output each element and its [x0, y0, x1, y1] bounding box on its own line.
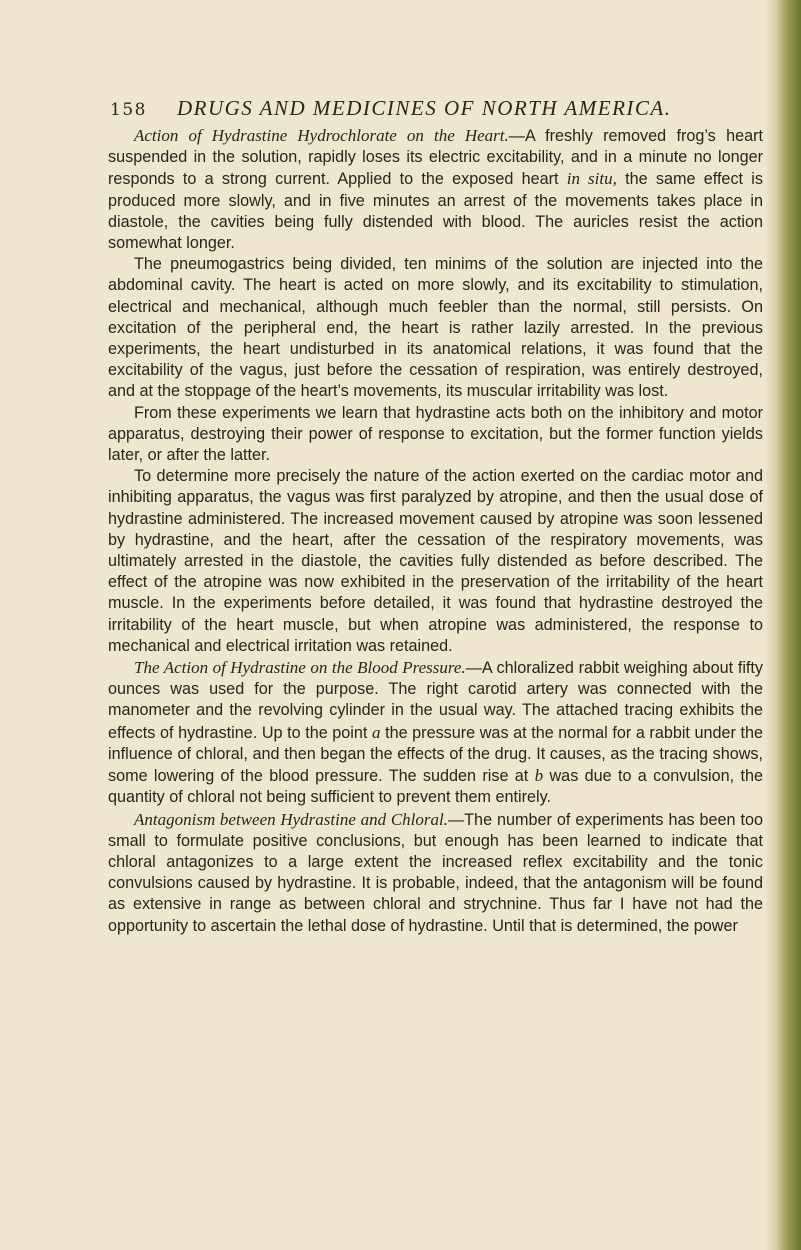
section-heading: Antagonism between Hydrastine and Chloral. [134, 809, 448, 829]
paragraph-text: the same effect is produced more slowly, and in five minutes an arrest of the movements takes place in diastole, the cavities being fully distended with blood. The auricles resist the action somewhat longer. [108, 170, 763, 253]
paragraph-text: The pneumogastrics being divided, ten minims of the solution are injected into the abdominal cavity. The heart is acted on more slowly, and its excitability to stimulation, electrical and mechanical, although much feebler than the normal, still persists. On excitation of the peripheral end, the heart is rather lazily arrested. In the previous experiments, the heart undisturbed in its anatomical relations, it was found that the excitability of the vagus, just before the cessation of respiration, was entirely destroyed, and at the stoppage of the heart’s movements, its muscular irritability was lost. [108, 255, 763, 401]
italic-term: b [534, 766, 544, 786]
paragraph-pneumogastrics [108, 254, 763, 402]
paragraph-experiments [108, 403, 763, 467]
paragraph-text: —A freshly removed frog’s heart suspended in the solution, rapidly loses its electric excitability, and in a minute no longer responds to a strong current. Applied to the exposed heart [108, 127, 763, 189]
running-header [110, 96, 760, 121]
paragraph-text: To determine more precisely the nature of the action exerted on the cardiac motor and inhibiting apparatus, the vagus was first paralyzed by atropine, and then the usual dose of hydrastine administered. The increased movement caused by atropine was soon lessened by hydrastine, and the heart, after the cessation of the respiratory movements, was ultimately arrested in the diastole, the cavities fully distended as before described. The effect of the atropine was now exhibited in the preservation of the irritability of the heart muscle. In the experiments before detailed, it was found that hydrastine destroyed the irritability of the heart muscle, but when atropine was administered, the response to mechanical and electrical irritation was retained. [108, 467, 763, 655]
paragraph-text: From these experiments we learn that hydrastine acts both on the inhibitory and motor apparatus, destroying their power of response to excitation, but the former function yields later, or after the latter. [108, 403, 763, 465]
paragraph-text: —The number of experiments has been too small to formulate positive conclusions, but enough has been learned to indicate that chloral antagonizes to a large extent the increased reflex excitability and the tonic convulsions caused by hydrastine. It is probable, indeed, that the antagonism will be found as extensive in range as between chloral and strychnine. Thus far I have not had the opportunity to ascertain the lethal dose of hydrastine. Until that is determined, the power [108, 810, 764, 935]
paragraph-text: —A chloralized rabbit weighing about fifty ounces was used for the purpose. The right carotid artery was connected with the manometer and the revolving cylinder in the usual way. The attached tracing exhibits the effects of hydrastine. Up to the point [108, 659, 764, 742]
section-heading: Action of Hydrastine Hydrochlorate on the Heart. [134, 126, 509, 145]
body-text [108, 125, 763, 937]
running-title: DRUGS AND MEDICINES OF NORTH AMERICA. [176, 96, 672, 120]
paragraph-blood-pressure [108, 657, 763, 808]
paragraph-heart [108, 125, 763, 254]
section-heading: The Action of Hydrastine on the Blood Pressure. [134, 658, 466, 678]
page-edge [765, 0, 801, 1250]
italic-term: a [372, 722, 381, 742]
paragraph-text: was due to a convulsion, the quantity of chloral not being sufficient to prevent them entirely. [108, 767, 763, 807]
paragraph-antagonism [108, 809, 763, 937]
paragraph-atropine [108, 466, 763, 657]
paragraph-text: the pressure was at the normal for a rabbit under the influence of chloral, and then began the effects of the drug. It causes, as the tracing shows, some lowering of the blood pressure. The sudden rise at [108, 723, 764, 786]
italic-term: in situ, [566, 169, 617, 189]
page-number: 158 [110, 100, 147, 120]
